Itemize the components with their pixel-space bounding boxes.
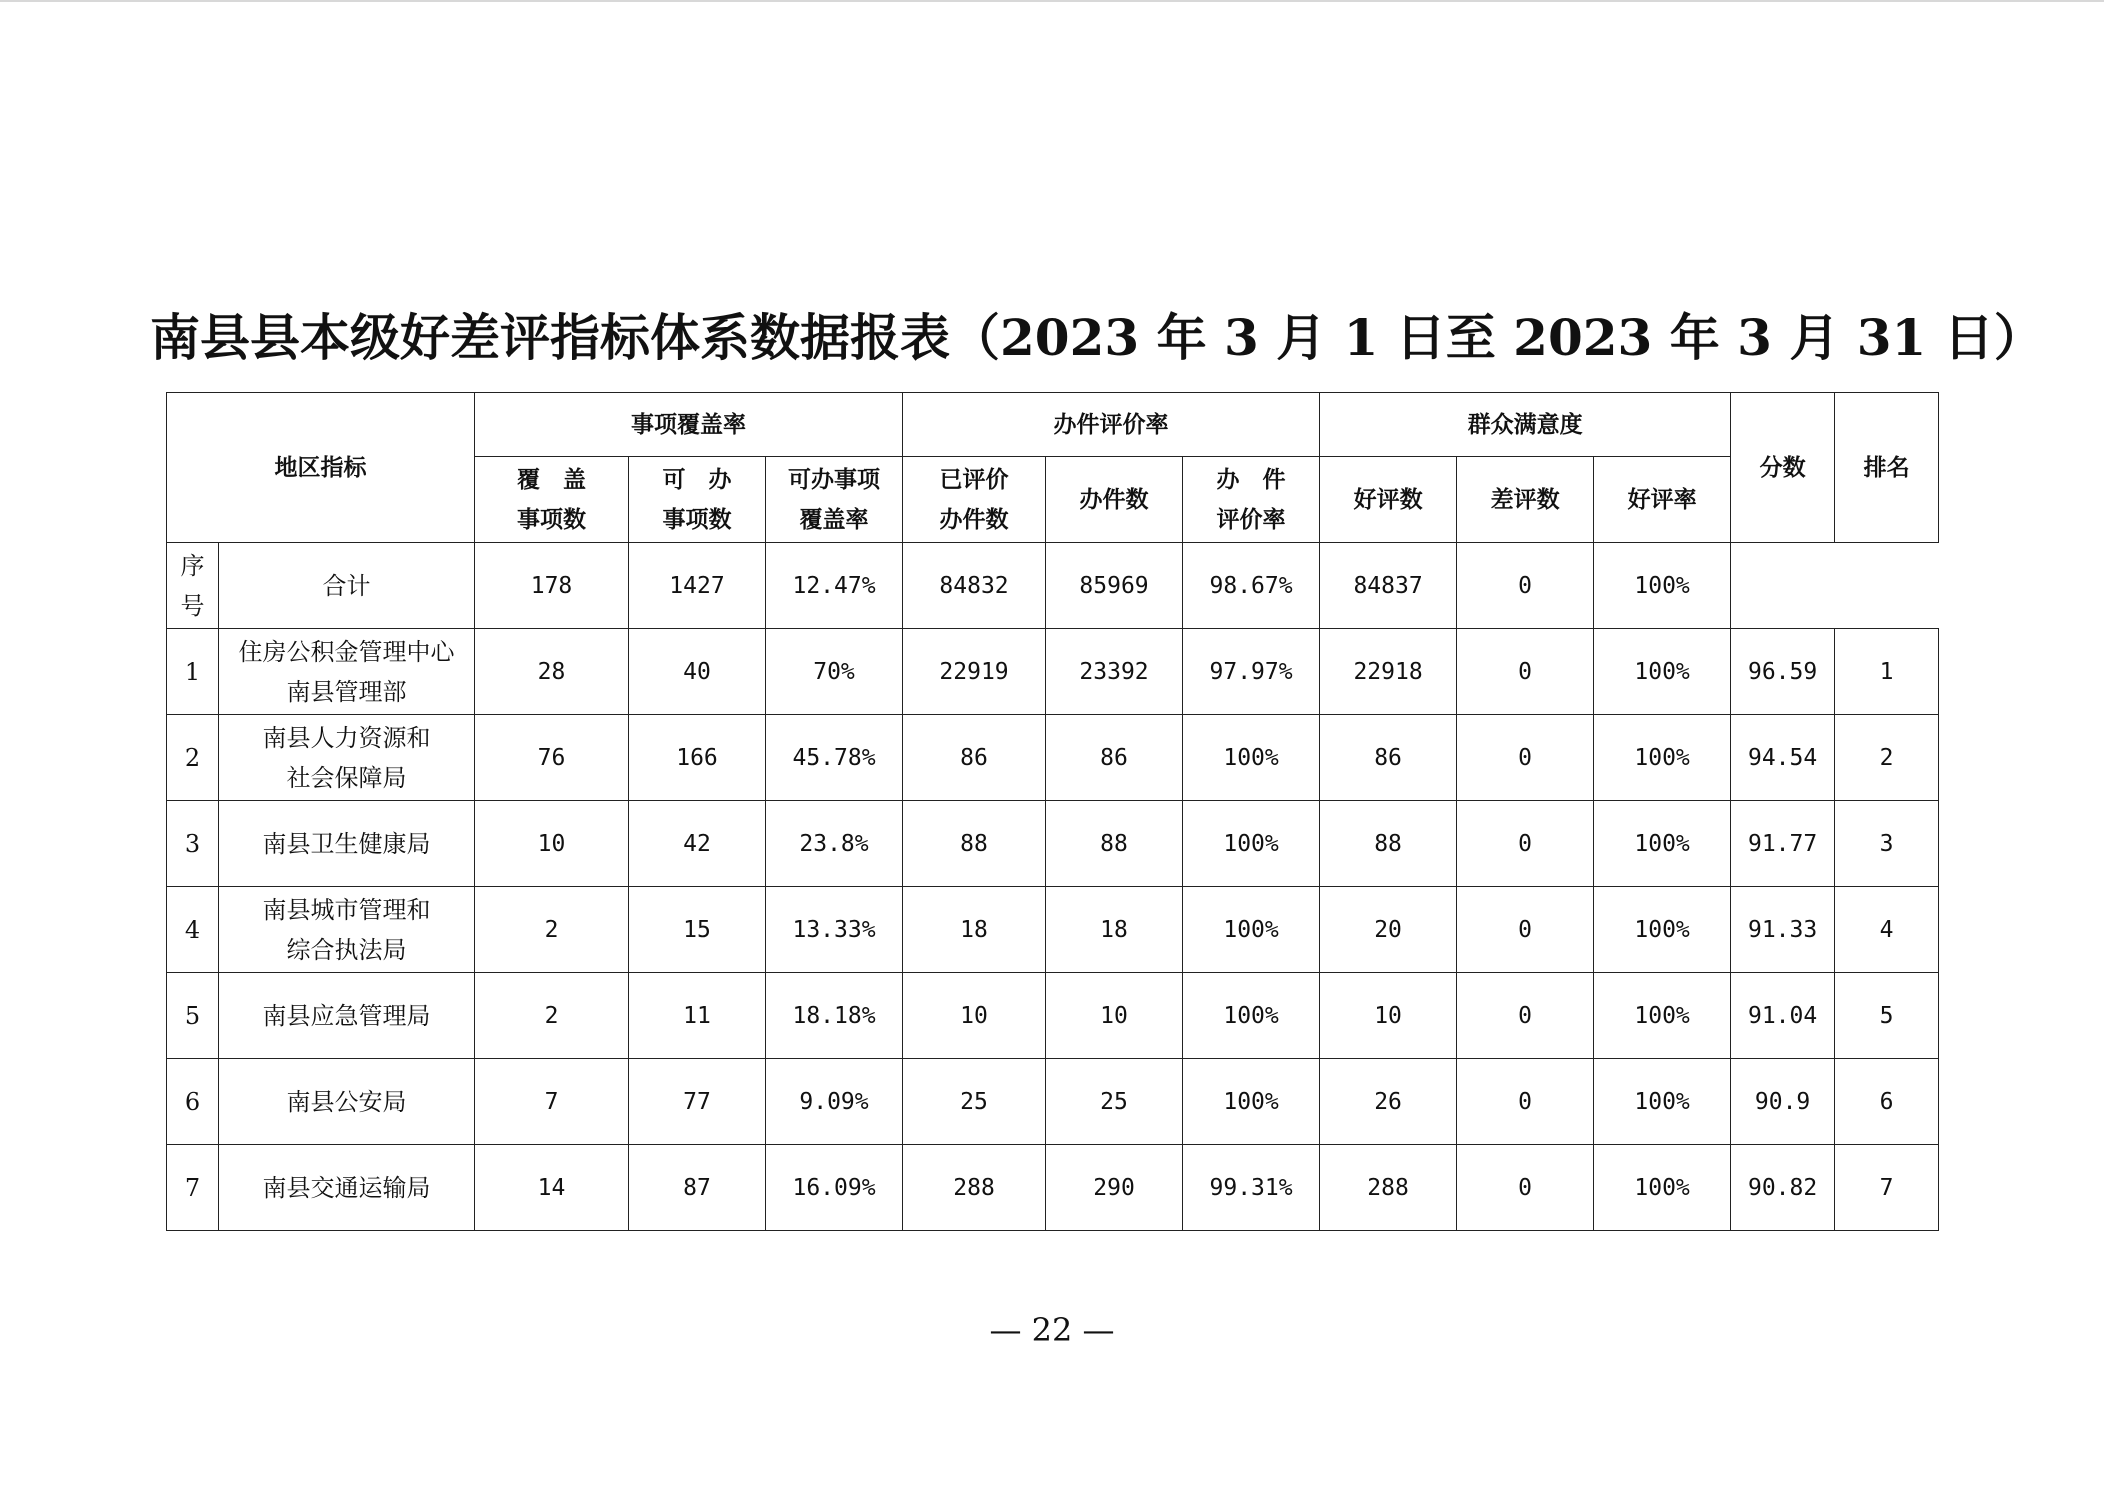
row-bad-reviews: 0 — [1457, 973, 1594, 1059]
row-bad-reviews: 0 — [1457, 1059, 1594, 1145]
row-good-rate: 100% — [1594, 1145, 1731, 1231]
report-table — [166, 392, 1939, 1231]
row-available-items: 166 — [629, 715, 766, 801]
satisfaction-group-header: 群众满意度 — [1320, 393, 1731, 457]
table-body — [167, 543, 1939, 1231]
row-evaluation-rate: 100% — [1183, 801, 1320, 887]
table-row — [167, 1145, 1939, 1231]
row-bad-reviews: 0 — [1457, 715, 1594, 801]
row-available-items: 40 — [629, 629, 766, 715]
row-evaluation-rate: 100% — [1183, 973, 1320, 1059]
department-name-line: 南县公安局 — [286, 1087, 407, 1116]
row-coverage-rate: 70% — [766, 629, 903, 715]
table-row — [167, 629, 1939, 715]
row-cases: 10 — [1046, 973, 1183, 1059]
department-name-line: 南县城市管理和 — [262, 895, 431, 924]
row-evaluated-cases: 22919 — [903, 629, 1046, 715]
report-title: 南县县本级好差评指标体系数据报表（2023 年 3 月 1 日至 2023 年 3 月 31 日） — [150, 308, 2044, 367]
page-number: — 22 — — [989, 1311, 1115, 1349]
row-coverage-rate: 13.33% — [766, 887, 903, 973]
row-available-items: 77 — [629, 1059, 766, 1145]
row-seq: 7 — [167, 1145, 219, 1231]
row-available-items: 15 — [629, 887, 766, 973]
row-coverage-rate: 18.18% — [766, 973, 903, 1059]
evaluated-cases-header: 已评价 办件数 — [903, 457, 1046, 543]
total-available-items: 1427 — [629, 543, 766, 629]
total-row — [167, 543, 1939, 629]
row-department-name — [219, 1145, 475, 1231]
row-seq: 1 — [167, 629, 219, 715]
total-evaluation-rate: 98.67% — [1183, 543, 1320, 629]
table-row — [167, 715, 1939, 801]
row-good-reviews: 22918 — [1320, 629, 1457, 715]
row-score: 96.59 — [1731, 629, 1835, 715]
row-score: 94.54 — [1731, 715, 1835, 801]
total-good-rate: 100% — [1594, 543, 1731, 629]
row-rank: 4 — [1835, 887, 1939, 973]
row-good-rate: 100% — [1594, 887, 1731, 973]
row-rank: 3 — [1835, 801, 1939, 887]
row-evaluation-rate: 100% — [1183, 715, 1320, 801]
header-row-groups — [167, 393, 1939, 457]
row-evaluation-rate: 99.31% — [1183, 1145, 1320, 1231]
row-coverage-rate: 23.8% — [766, 801, 903, 887]
row-cases: 18 — [1046, 887, 1183, 973]
row-department-name — [219, 1059, 475, 1145]
row-evaluation-rate: 97.97% — [1183, 629, 1320, 715]
department-name-line: 南县管理部 — [286, 677, 407, 706]
row-score: 91.77 — [1731, 801, 1835, 887]
department-name-line: 社会保障局 — [286, 763, 407, 792]
row-department-name — [219, 887, 475, 973]
row-seq: 3 — [167, 801, 219, 887]
row-rank: 2 — [1835, 715, 1939, 801]
row-good-reviews: 20 — [1320, 887, 1457, 973]
row-rank: 7 — [1835, 1145, 1939, 1231]
row-evaluated-cases: 86 — [903, 715, 1046, 801]
row-coverage-rate: 9.09% — [766, 1059, 903, 1145]
row-cases: 23392 — [1046, 629, 1183, 715]
table-row — [167, 887, 1939, 973]
row-bad-reviews: 0 — [1457, 1145, 1594, 1231]
row-available-items: 11 — [629, 973, 766, 1059]
row-evaluated-cases: 10 — [903, 973, 1046, 1059]
row-coverage-rate: 16.09% — [766, 1145, 903, 1231]
row-seq: 2 — [167, 715, 219, 801]
total-evaluated-cases: 84832 — [903, 543, 1046, 629]
row-rank: 1 — [1835, 629, 1939, 715]
covered-items-header: 覆 盖 事项数 — [475, 457, 629, 543]
good-reviews-header: 好评数 — [1320, 457, 1457, 543]
row-bad-reviews: 0 — [1457, 629, 1594, 715]
row-rank: 5 — [1835, 973, 1939, 1059]
row-evaluation-rate: 100% — [1183, 1059, 1320, 1145]
row-cases: 290 — [1046, 1145, 1183, 1231]
row-good-rate: 100% — [1594, 973, 1731, 1059]
row-good-reviews: 88 — [1320, 801, 1457, 887]
row-good-rate: 100% — [1594, 629, 1731, 715]
department-name-line: 南县交通运输局 — [262, 1173, 431, 1202]
row-seq: 5 — [167, 973, 219, 1059]
row-score: 90.82 — [1731, 1145, 1835, 1231]
row-good-reviews: 26 — [1320, 1059, 1457, 1145]
evaluation-group-header: 办件评价率 — [903, 393, 1320, 457]
row-evaluated-cases: 18 — [903, 887, 1046, 973]
row-covered-items: 14 — [475, 1145, 629, 1231]
row-rank: 6 — [1835, 1059, 1939, 1145]
rank-header: 排名 — [1835, 393, 1939, 543]
department-name-line: 综合执法局 — [286, 935, 407, 964]
row-available-items: 42 — [629, 801, 766, 887]
evaluation-rate-header: 办 件 评价率 — [1183, 457, 1320, 543]
department-name-line: 住房公积金管理中心 — [238, 637, 455, 666]
row-department-name — [219, 629, 475, 715]
cases-header: 办件数 — [1046, 457, 1183, 543]
row-score: 91.04 — [1731, 973, 1835, 1059]
row-score: 90.9 — [1731, 1059, 1835, 1145]
row-good-reviews: 10 — [1320, 973, 1457, 1059]
table-row — [167, 973, 1939, 1059]
department-name-line: 南县人力资源和 — [262, 723, 431, 752]
row-covered-items: 10 — [475, 801, 629, 887]
row-bad-reviews: 0 — [1457, 887, 1594, 973]
row-available-items: 87 — [629, 1145, 766, 1231]
coverage-rate-header: 可办事项 覆盖率 — [766, 457, 903, 543]
row-cases: 86 — [1046, 715, 1183, 801]
total-cases: 85969 — [1046, 543, 1183, 629]
row-good-reviews: 86 — [1320, 715, 1457, 801]
total-label: 合计 — [219, 543, 475, 629]
row-cases: 88 — [1046, 801, 1183, 887]
score-header: 分数 — [1731, 393, 1835, 543]
row-department-name — [219, 801, 475, 887]
row-score: 91.33 — [1731, 887, 1835, 973]
available-items-header: 可 办 事项数 — [629, 457, 766, 543]
row-cases: 25 — [1046, 1059, 1183, 1145]
row-good-rate: 100% — [1594, 1059, 1731, 1145]
bad-reviews-header: 差评数 — [1457, 457, 1594, 543]
table-row — [167, 801, 1939, 887]
total-coverage-rate: 12.47% — [766, 543, 903, 629]
total-good-reviews: 84837 — [1320, 543, 1457, 629]
row-evaluated-cases: 25 — [903, 1059, 1046, 1145]
row-bad-reviews: 0 — [1457, 801, 1594, 887]
row-good-rate: 100% — [1594, 801, 1731, 887]
row-department-name — [219, 715, 475, 801]
row-covered-items: 2 — [475, 973, 629, 1059]
department-name-line: 南县卫生健康局 — [262, 829, 431, 858]
row-coverage-rate: 45.78% — [766, 715, 903, 801]
coverage-group-header: 事项覆盖率 — [475, 393, 903, 457]
table-row — [167, 1059, 1939, 1145]
row-covered-items: 28 — [475, 629, 629, 715]
row-covered-items: 2 — [475, 887, 629, 973]
row-good-rate: 100% — [1594, 715, 1731, 801]
page-top-rule — [0, 0, 2104, 2]
row-seq: 4 — [167, 887, 219, 973]
row-evaluated-cases: 88 — [903, 801, 1046, 887]
good-rate-header: 好评率 — [1594, 457, 1731, 543]
seq-header: 序 号 — [167, 543, 219, 629]
total-bad-reviews: 0 — [1457, 543, 1594, 629]
total-covered-items: 178 — [475, 543, 629, 629]
row-evaluation-rate: 100% — [1183, 887, 1320, 973]
row-seq: 6 — [167, 1059, 219, 1145]
row-department-name — [219, 973, 475, 1059]
department-name-line: 南县应急管理局 — [262, 1001, 431, 1030]
region-indicator-header: 地区指标 — [167, 393, 475, 543]
row-good-reviews: 288 — [1320, 1145, 1457, 1231]
row-covered-items: 76 — [475, 715, 629, 801]
row-covered-items: 7 — [475, 1059, 629, 1145]
row-evaluated-cases: 288 — [903, 1145, 1046, 1231]
